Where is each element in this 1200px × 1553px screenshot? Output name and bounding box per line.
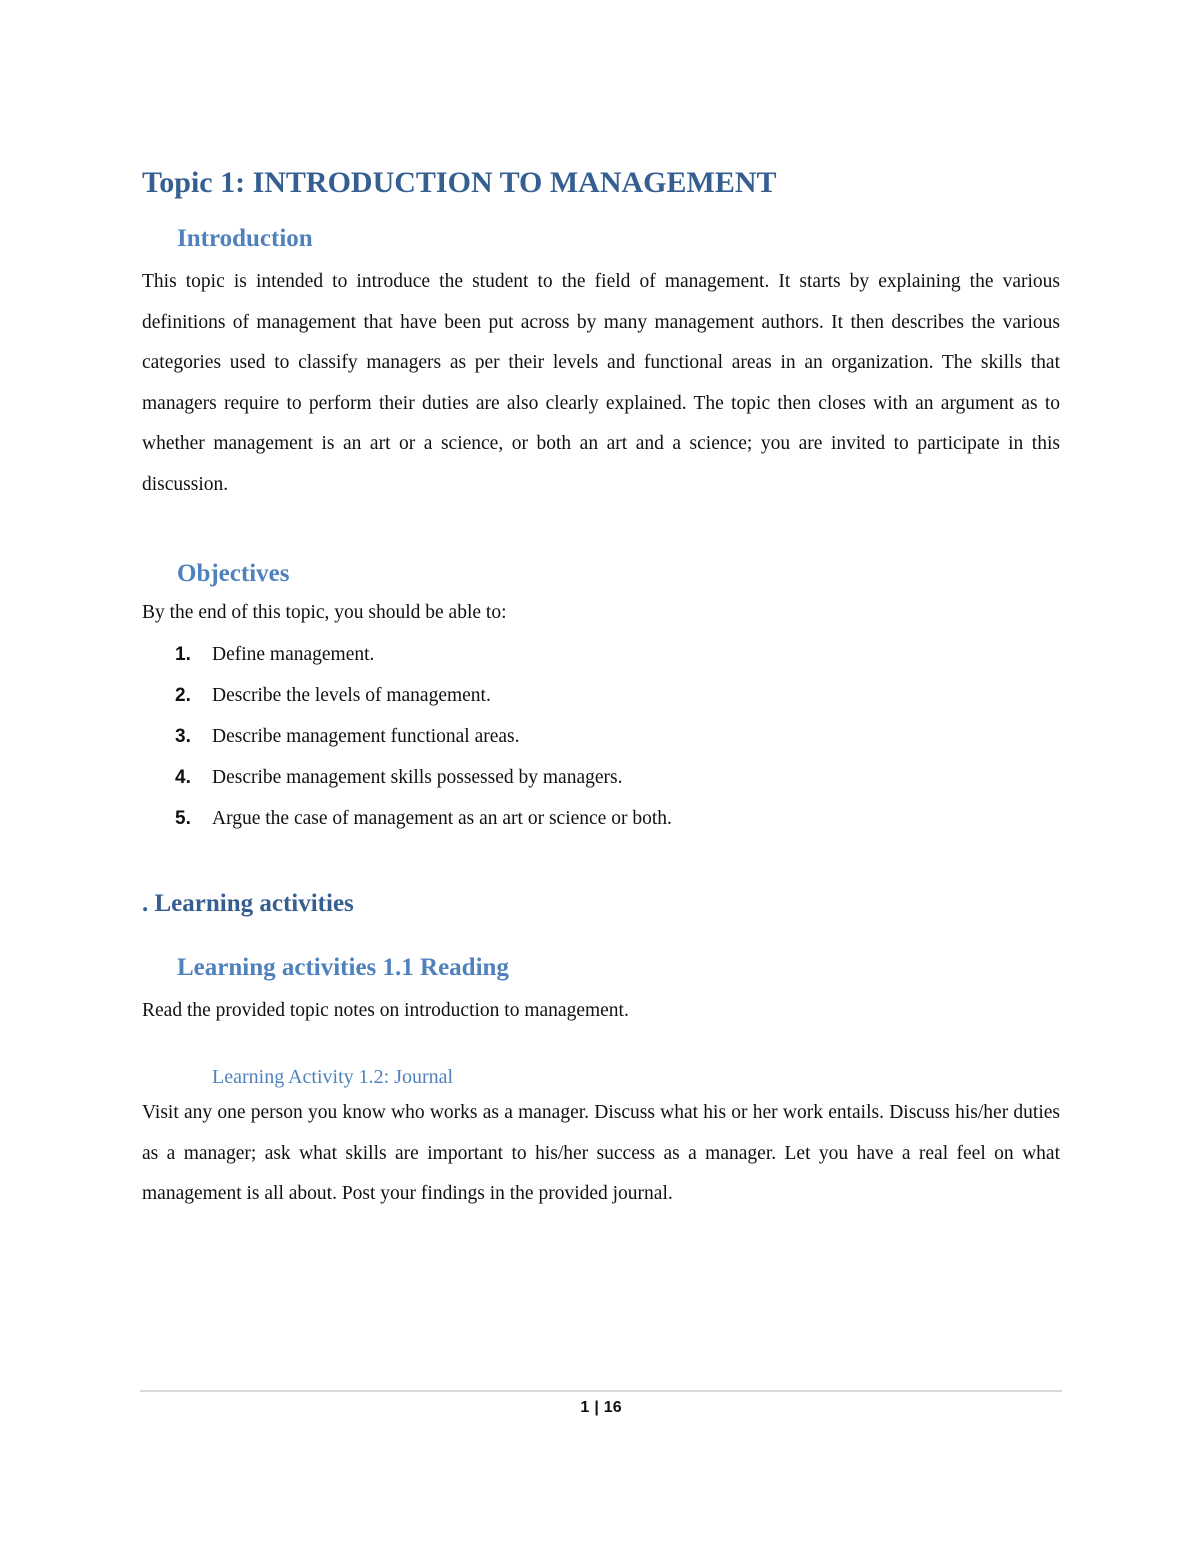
objective-item (142, 757, 1060, 798)
objective-item (142, 675, 1060, 716)
introduction-paragraph: This topic is intended to introduce the student to the field of management. It starts by explaining the various definitions of management that have been put across by many management authors. It then describes the various categories used to classify managers as per their levels and functional areas in an organization. The skills that managers require to perform their duties are also clearly explained. The topic then closes with an argument as to whether management is an art or a science, or both an art and a science; you are invited to participate in this discussion. (142, 271, 1060, 495)
reading-activity-text: Read the provided topic notes on introduction to management. (142, 999, 629, 1021)
objective-number: 4. (175, 766, 191, 788)
objective-item (142, 634, 1060, 675)
footer-divider (140, 1390, 1062, 1392)
objectives-heading: Objectives (177, 560, 290, 587)
objective-number: 3. (175, 725, 191, 747)
objective-number: 1. (175, 643, 191, 665)
introduction-heading: Introduction (177, 225, 313, 252)
objective-text: Describe management functional areas. (212, 725, 520, 747)
objective-text: Describe management skills possessed by managers. (212, 766, 623, 788)
journal-activity-text: Visit any one person you know who works as a manager. Discuss what his or her work entails. Discuss his/her duties as a manager; ask what skills are important to his/her success as a manager. Let you have a real feel on what management is all about. Post your findings in the provided journal. (142, 1102, 1060, 1204)
page-number: 1 (580, 1399, 590, 1416)
page-separator: | (594, 1399, 599, 1416)
page-footer (140, 1396, 1062, 1420)
page-total: 16 (603, 1399, 622, 1416)
learning-activities-heading: . Learning activities (142, 889, 354, 917)
objective-text: Describe the levels of management. (212, 684, 491, 706)
journal-activity-heading: Learning Activity 1.2: Journal (212, 1066, 454, 1088)
reading-activity-heading: Learning activities 1.1 Reading (177, 953, 509, 981)
page-content (142, 164, 1060, 1215)
objective-text: Argue the case of management as an art or science or both. (212, 807, 672, 829)
objective-item (142, 798, 1060, 839)
objective-number: 5. (175, 807, 191, 829)
objective-text: Define management. (212, 643, 375, 665)
objectives-lead: By the end of this topic, you should be able to: (142, 602, 507, 623)
objectives-list (142, 634, 1060, 839)
objective-number: 2. (175, 684, 191, 706)
page-title: Topic 1: INTRODUCTION TO MANAGEMENT (142, 166, 777, 199)
objective-item (142, 716, 1060, 757)
